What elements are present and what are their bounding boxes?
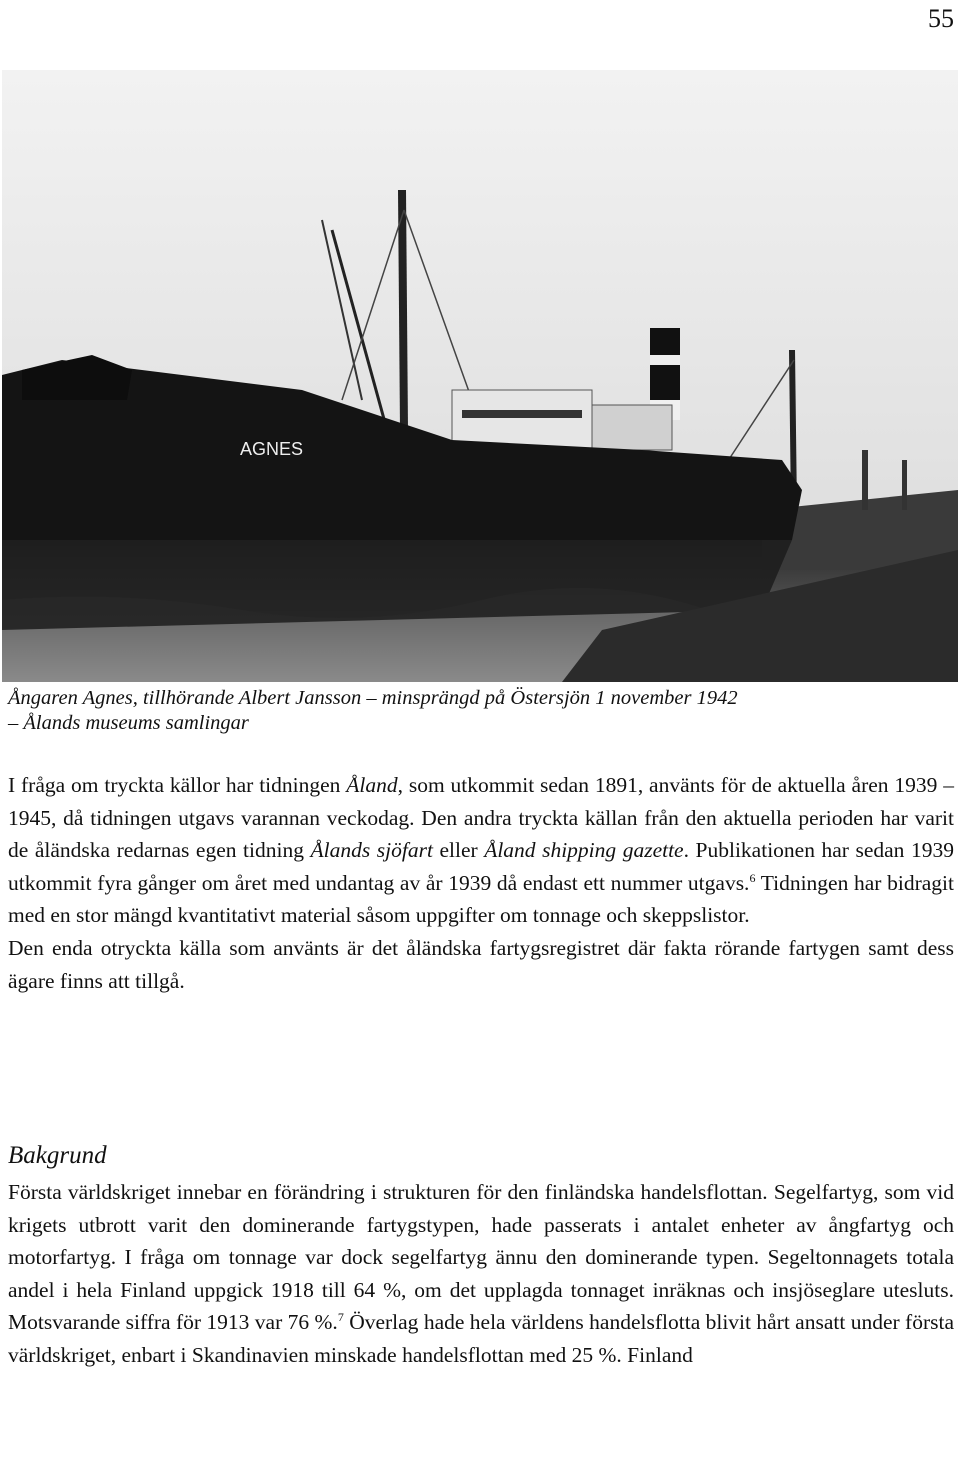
body-text-background [8,1176,954,1372]
section-heading: Bakgrund [8,1142,107,1169]
paragraph-sources-unprinted: Den enda otryckta källa som använts är det åländska fartygsregistret där fakta rörande fartygen samt dess ägare finns att tillgå. [8,935,954,993]
page-number: 55 [928,4,954,33]
body-text-sources [8,769,954,997]
footnote-ref-6: 6 [749,870,756,885]
paragraph-background: Första världskriget innebar en förändring i strukturen för den finländska handelsflottan. Segelfartyg, som vid krigets utbrott varit den dominerande fartygstypen, hade passerats i antalet enheter av ångfartyg och motorfartyg. I fråga om tonnage var dock segelfartyg ännu den dominerande typen. Segeltonnagets totala andel i hela Finland uppgick 1918 till 64 %, om det upplagda tonnaget inräknas och insjöseglare utesluts. Motsvarande siffra för 1913 var 76 %.$^7$ Överlag hade hela världens handelsflotta blivit hårt ansatt under första världskriget, enbart i Skandinavien minskade handelsflottan med 25 %. Finland [8,1180,954,1367]
ship-photo-graphic [2,70,958,682]
title-aland-shipping-gazette: Åland shipping gazette [484,838,684,863]
caption-line-1: Ångaren Agnes, tillhörande Albert Jansson – minsprängd på Östersjön 1 november 1942 [8,687,738,709]
footnote-ref-7: 7 [337,1310,344,1325]
caption-line-2: – Ålands museums samlingar [8,712,249,734]
paragraph-sources-printed: I fråga om tryckta källor har tidningen Åland, som utkommit sedan 1891, använts för de aktuella åren 1939 – 1945, då tidningen utgavs varannan veckodag. Den andra tryckta källan från den aktuella perioden har varit de åländska redarnas egen tidning Ålands sjöfart eller Åland shipping gazette. Publikationen har sedan 1939 utkommit fyra gånger om året med undantag av år 1939 då endast ett nummer utgavs.$^6$ Tidningen har bidragit med en stor mängd kvantitativt material såsom uppgifter om tonnage och skeppslistor. [8,773,954,928]
ship-name-lettering: AGNES [240,439,304,459]
photo-caption [8,686,948,736]
ship-photo [2,70,958,682]
title-alands-sjofart: Ålands sjöfart [310,838,433,863]
title-aland: Åland [346,773,398,797]
